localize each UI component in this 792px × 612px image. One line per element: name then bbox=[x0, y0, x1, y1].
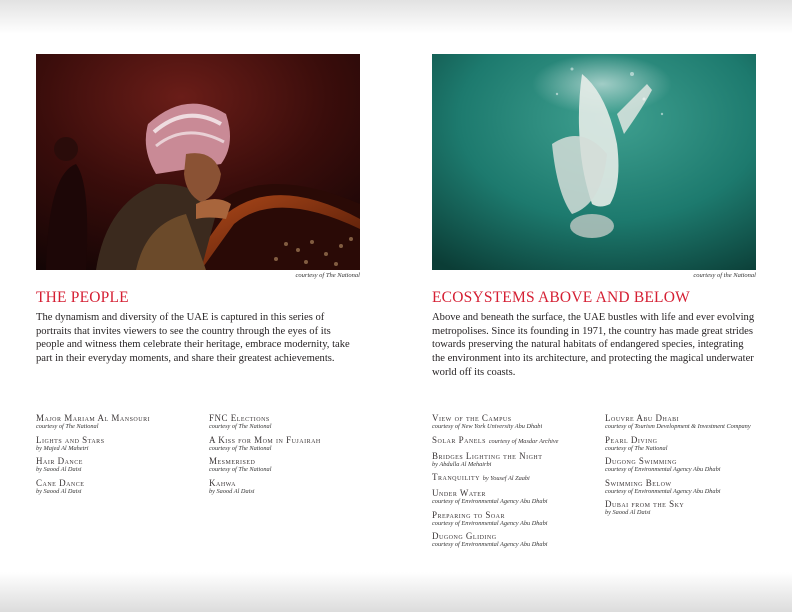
list-item: Hair Dance by Saood Al Daisi bbox=[36, 456, 83, 473]
people-photo-credit: courtesy of The National bbox=[295, 272, 360, 279]
list-item: Dugong Swimming courtesy of Environmental Agency Abu Dhabi bbox=[605, 456, 721, 473]
ecosystems-section bbox=[432, 54, 756, 380]
list-item: Under Water courtesy of Environmental Agency Abu Dhabi bbox=[432, 488, 548, 505]
list-item: Preparing to Soar courtesy of Environmental Agency Abu Dhabi bbox=[432, 509, 548, 527]
people-body: The dynamism and diversity of the UAE is captured in this series of portraits that invites viewers to see the country through the eyes of its people and witness them celebrate their heritage, embrace modernity, take part in their everyday moments, and share their greatest achievements. bbox=[36, 312, 350, 365]
ecosystems-photo-credit: courtesy of the National bbox=[693, 272, 756, 279]
list-item: Cane Dance by Saood Al Daisi bbox=[36, 477, 85, 495]
people-list-col2 bbox=[209, 413, 379, 499]
people-heading: THE PEOPLE bbox=[36, 289, 129, 306]
ecosystems-heading: ECOSYSTEMS ABOVE AND BELOW bbox=[432, 289, 690, 306]
top-shade bbox=[0, 0, 792, 34]
ecosystems-list-col2 bbox=[605, 413, 757, 521]
list-item: Louvre Abu Dhabi courtesy of Tourism Development & Investment Company bbox=[605, 413, 751, 430]
list-item: Swimming Below courtesy of Environmental Agency Abu Dhabi bbox=[605, 477, 721, 495]
list-item: Dugong Gliding courtesy of Environmental Agency Abu Dhabi bbox=[432, 531, 548, 548]
ecosystems-photo bbox=[432, 54, 756, 270]
ecosystems-list-col1 bbox=[432, 413, 602, 553]
bottom-shade bbox=[0, 572, 792, 612]
list-item: Bridges Lighting the Night by Abdulla Al Mehairbi bbox=[432, 450, 543, 468]
list-item: Lights and Stars by Majed Al Mahetri bbox=[36, 434, 105, 452]
list-item: FNC Elections courtesy of The National bbox=[209, 413, 272, 430]
list-item: A Kiss for Mom in Fujairah courtesy of The National bbox=[209, 434, 321, 452]
people-section bbox=[36, 54, 360, 366]
list-item: Major Mariam Al Mansouri courtesy of The National bbox=[36, 413, 151, 430]
ecosystems-body: Above and beneath the surface, the UAE bustles with life and ever evolving metropolises. Since its founding in 1971, the country has made great strides towards preserving the natural habitats of endangered species, integrating the environment into its architecture, and protecting the magical underwater world off its coasts. bbox=[432, 312, 755, 378]
people-list-col1 bbox=[36, 413, 206, 499]
list-item: Tranquility by Yousef Al Zaabi bbox=[432, 472, 530, 482]
list-item: Dubai from the Sky by Saood Al Daisi bbox=[605, 499, 685, 516]
list-item: Solar Panels courtesy of Masdar Archive bbox=[432, 434, 559, 445]
list-item: Kahwa by Saood Al Daisi bbox=[209, 477, 255, 495]
people-photo bbox=[36, 54, 360, 270]
list-item: Mesmerised courtesy of The National bbox=[209, 456, 272, 473]
list-item: View of the Campus courtesy of New York University Abu Dhabi bbox=[432, 413, 543, 430]
list-item: Pearl Diving courtesy of The National bbox=[605, 434, 668, 452]
